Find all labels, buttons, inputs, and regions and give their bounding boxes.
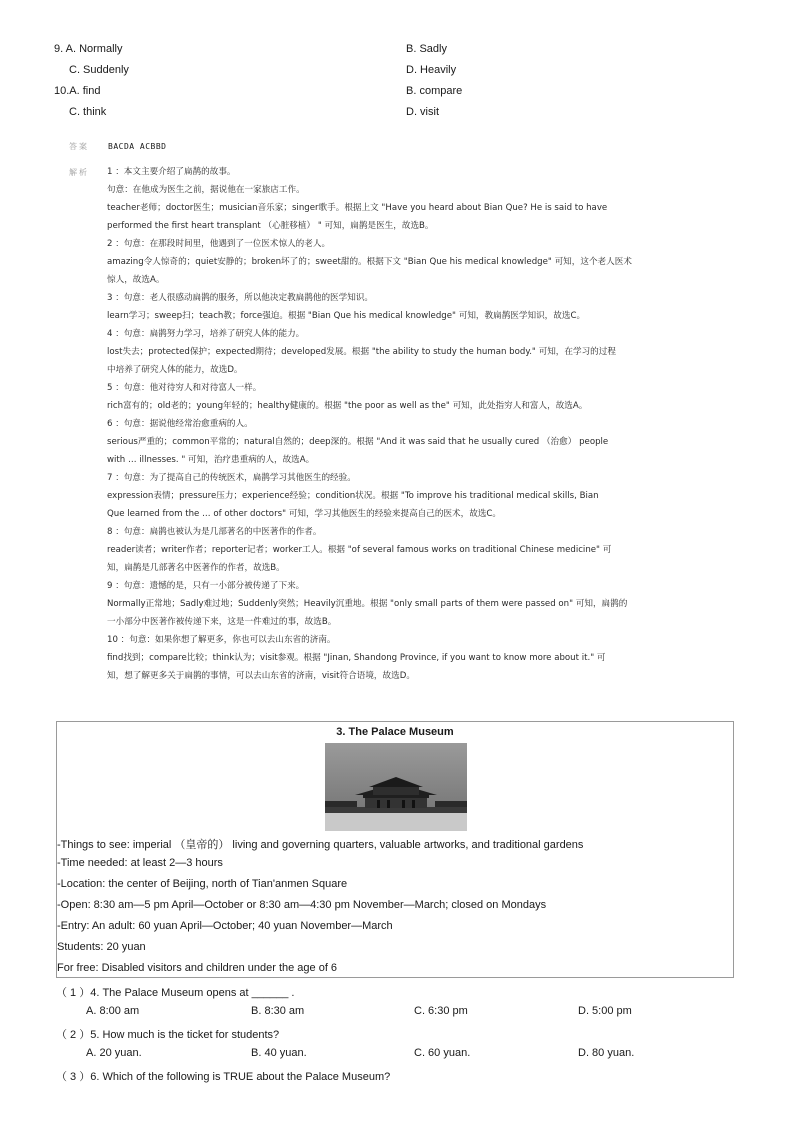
explanation-line: 中培养了研究人体的能力，故选D。 [107, 365, 243, 375]
explanation-line: amazing令人惊奇的；quiet安静的；broken坏了的；sweet甜的。根据下文 "Bian Que his medical knowledge" 可知，这个老人医术 [107, 257, 632, 267]
explanation-line: 1 ：本文主要介绍了扁鹊的故事。 [107, 167, 236, 177]
explanation-line: 6 ：句意：据说他经常治愈重病的人。 [107, 419, 253, 429]
explanation-line: learn学习；sweep扫；teach教；force强迫。根据 "Bian Que his medical knowledge" 可知，教扁鹊医学知识，故选C。 [107, 311, 586, 321]
explanation-line: 5 ：句意：他对待穷人和对待富人一样。 [107, 383, 262, 393]
palace-photo-icon [325, 743, 467, 831]
explanation-line: serious严重的；common平常的；natural自然的；deep深的。根据 "And it was said that he usually cured （治愈） people [107, 437, 609, 447]
explanation-block [107, 163, 727, 685]
question-4-option-d: D. 5:00 pm [578, 1005, 632, 1017]
option-9b: B. Sadly [406, 43, 447, 55]
explanation-line: find找到；compare比较；think认为；visit参观。根据 "Jinan, Shandong Province, if you want to know more about it." 可 [107, 653, 606, 663]
explanation-line: Normally正常地；Sadly难过地；Suddenly突然；Heavily沉重地。根据 "only small parts of them were passed on" 可知，扁鹊的 [107, 599, 628, 609]
explanation-line: 4 ：句意：扁鹊努力学习，培养了研究人体的能力。 [107, 329, 305, 339]
question-5-option-c: C. 60 yuan. [414, 1047, 471, 1059]
notice-line-open: -Open: 8:30 am—5 pm April—October or 8:30 am—4:30 pm November—March; closed on Mondays [57, 899, 547, 911]
explanation-line: teacher老师；doctor医生；musician音乐家；singer歌手。根据上文 "Have you heard about Bian Que? He is said to have [107, 203, 608, 213]
question-5-option-d: D. 80 yuan. [578, 1047, 635, 1059]
explanation-line: with … illnesses. " 可知，治疗患重病的人，故选A。 [107, 455, 315, 465]
explanation-line: rich富有的；old老的；young年轻的；healthy健康的。根据 "the poor as well as the" 可知，此处指穷人和富人，故选A。 [107, 401, 588, 411]
question-4-option-a: A. 8:00 am [86, 1005, 140, 1017]
explanation-line: 句意：在他成为医生之前，据说他在一家旅店工作。 [107, 185, 305, 195]
notice-line-students: Students: 20 yuan [57, 941, 146, 953]
option-9d: D. Heavily [406, 64, 457, 76]
option-10b: B. compare [406, 85, 463, 97]
option-10c: C. think [69, 106, 107, 118]
notice-line-things: -Things to see: imperial （皇帝的） living and governing quarters, valuable artworks, and traditional gardens [57, 839, 584, 851]
question-5-stem: （ 2 ）5. How much is the ticket for students? [56, 1029, 280, 1041]
notice-title: 3. The Palace Museum [336, 726, 454, 738]
explanation-line: 7 ：句意：为了提高自己的传统医术，扁鹊学习其他医生的经验。 [107, 473, 356, 483]
question-4-stem: （ 1 ）4. The Palace Museum opens at ______ . [56, 987, 295, 999]
palace-photo-graphic [325, 743, 467, 831]
explanation-line: reader读者；writer作者；reporter记者；worker工人。根据 "of several famous works on traditional Chinese medicine" 可 [107, 545, 612, 555]
notice-line-location: -Location: the center of Beijing, north of Tian'anmen Square [57, 878, 348, 890]
explanation-line: expression表情；pressure压力；experience经验；condition状况。根据 "To improve his traditional medical skills, Bian [107, 491, 599, 501]
option-10a: 10.A. find [54, 85, 101, 97]
option-9a: 9. A. Normally [54, 43, 123, 55]
notice-line-free: For free: Disabled visitors and children under the age of 6 [57, 962, 338, 974]
explanation-line: performed the first heart transplant （心脏移植） " 可知，扁鹊是医生，故选B。 [107, 221, 434, 231]
question-5-option-a: A. 20 yuan. [86, 1047, 142, 1059]
notice-line-time: -Time needed: at least 2—3 hours [57, 857, 223, 869]
notice-line-entry: -Entry: An adult: 60 yuan April—October; 40 yuan November—March [57, 920, 393, 932]
explanation-line: 2 ：句意：在那段时间里，他遇到了一位医术惊人的老人。 [107, 239, 331, 249]
explanation-line: 3 ：句意：老人很感动扁鹊的服务，所以他决定教扁鹊他的医学知识。 [107, 293, 374, 303]
explanation-label: 解析 [69, 168, 89, 177]
explanation-line: 8 ：句意：扁鹊也被认为是几部著名的中医著作的作者。 [107, 527, 322, 537]
answer-label: 答案 [69, 142, 89, 151]
question-5-option-b: B. 40 yuan. [251, 1047, 307, 1059]
answer-value: BACDA ACBBD [108, 142, 167, 151]
explanation-line: 9 ：句意：遗憾的是，只有一小部分被传递了下来。 [107, 581, 305, 591]
palace-museum-notice [56, 721, 734, 978]
explanation-line: Que learned from the … of other doctors" 可知，学习其他医生的经验来提高自己的医术，故选C。 [107, 509, 502, 519]
explanation-line: 惊人，故选A。 [107, 275, 165, 285]
question-6-stem: （ 3 ）6. Which of the following is TRUE about the Palace Museum? [56, 1071, 391, 1083]
explanation-line: 一小部分中医著作被传递下来，这是一件难过的事，故选B。 [107, 617, 337, 627]
option-9c: C. Suddenly [69, 64, 129, 76]
explanation-line: lost失去；protected保护；expected期待；developed发展。根据 "the ability to study the human body." 可知，在学习的过程 [107, 347, 616, 357]
question-4-option-c: C. 6:30 pm [414, 1005, 468, 1017]
explanation-line: 知，想了解更多关于扁鹊的事情，可以去山东省的济南，visit符合语境，故选D。 [107, 671, 415, 681]
explanation-line: 知，扁鹊是几部著名中医著作的作者，故选B。 [107, 563, 285, 573]
option-10d: D. visit [406, 106, 439, 118]
question-4-option-b: B. 8:30 am [251, 1005, 305, 1017]
explanation-line: 10 ：句意：如果你想了解更多，你也可以去山东省的济南。 [107, 635, 336, 645]
